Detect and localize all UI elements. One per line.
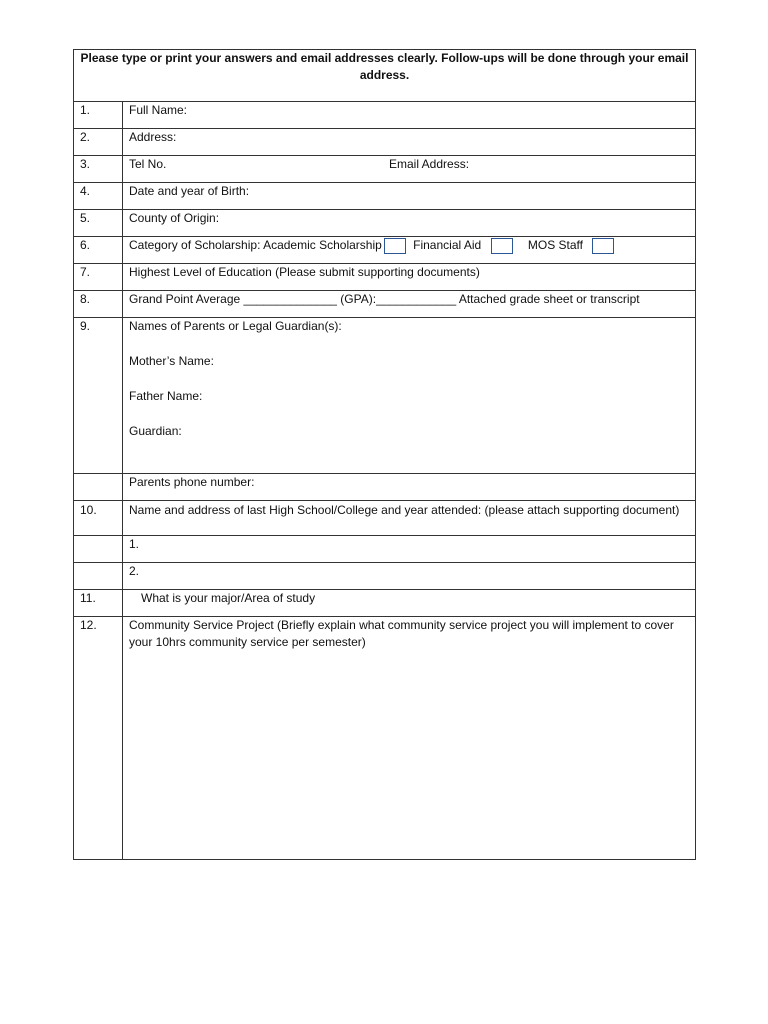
scholarship-cell — [123, 237, 696, 264]
community-service-field[interactable]: Community Service Project (Briefly explain what community service project you will implement to cover your 10hrs community service per semester) — [123, 617, 696, 860]
mos-staff-label: MOS Staff — [527, 238, 584, 252]
form-row-parents — [74, 318, 696, 474]
education-field[interactable]: Highest Level of Education (Please submit supporting documents) — [123, 264, 696, 291]
form-row-community-service — [74, 617, 696, 860]
form-instructions: Please type or print your answers and email addresses clearly. Follow-ups will be done through your email address. — [74, 50, 696, 102]
row-number: 6. — [74, 237, 123, 264]
school-entry-1-field[interactable]: 1. — [123, 536, 696, 563]
row-number: 10. — [74, 501, 123, 536]
school-entry-2-field[interactable]: 2. — [123, 563, 696, 590]
row-number: 12. — [74, 617, 123, 860]
contact-cell — [123, 156, 696, 183]
guardian-field[interactable]: Guardian: — [129, 424, 182, 438]
birth-date-field[interactable]: Date and year of Birth: — [123, 183, 696, 210]
row-number: 11. — [74, 590, 123, 617]
address-field[interactable]: Address: — [123, 129, 696, 156]
parents-cell — [123, 318, 696, 474]
financial-aid-checkbox[interactable] — [491, 238, 513, 254]
row-number: 7. — [74, 264, 123, 291]
form-row-scholarship — [74, 237, 696, 264]
form-header-row — [74, 50, 696, 102]
county-field[interactable]: County of Origin: — [123, 210, 696, 237]
row-number: 5. — [74, 210, 123, 237]
row-number-empty — [74, 536, 123, 563]
row-number: 8. — [74, 291, 123, 318]
form-row-county — [74, 210, 696, 237]
row-number: 3. — [74, 156, 123, 183]
form-row-birth — [74, 183, 696, 210]
financial-aid-label: Financial Aid — [413, 238, 482, 252]
form-row-education — [74, 264, 696, 291]
parents-label: Names of Parents or Legal Guardian(s): — [129, 319, 342, 333]
row-number: 2. — [74, 129, 123, 156]
parents-phone-field[interactable]: Parents phone number: — [123, 474, 696, 501]
form-row-school-1 — [74, 536, 696, 563]
mos-staff-checkbox[interactable] — [592, 238, 614, 254]
father-name-field[interactable]: Father Name: — [129, 389, 203, 403]
form-row-contact — [74, 156, 696, 183]
row-number: 9. — [74, 318, 123, 474]
school-label: Name and address of last High School/College and year attended: (please attach supporting document) — [123, 501, 696, 536]
email-field[interactable]: Email Address: — [389, 157, 470, 171]
major-cell — [123, 590, 696, 617]
row-number: 1. — [74, 102, 123, 129]
form-row-major — [74, 590, 696, 617]
gpa-field[interactable]: Grand Point Average ______________ (GPA):____________ Attached grade sheet or transcript — [123, 291, 696, 318]
form-row-parents-phone — [74, 474, 696, 501]
academic-scholarship-checkbox[interactable] — [384, 238, 406, 254]
full-name-field[interactable]: Full Name: — [123, 102, 696, 129]
tel-field[interactable]: Tel No. — [129, 157, 167, 171]
form-row-school — [74, 501, 696, 536]
row-number-empty — [74, 474, 123, 501]
mother-name-field[interactable]: Mother’s Name: — [129, 354, 214, 368]
form-row-full-name — [74, 102, 696, 129]
scholarship-label: Category of Scholarship: Academic Scholarship — [129, 238, 382, 252]
form-row-address — [74, 129, 696, 156]
form-row-school-2 — [74, 563, 696, 590]
major-field[interactable]: What is your major/Area of study — [141, 591, 316, 605]
contact-fields — [129, 156, 689, 173]
form-row-gpa — [74, 291, 696, 318]
row-number: 4. — [74, 183, 123, 210]
application-form-table — [73, 49, 696, 860]
row-number-empty — [74, 563, 123, 590]
